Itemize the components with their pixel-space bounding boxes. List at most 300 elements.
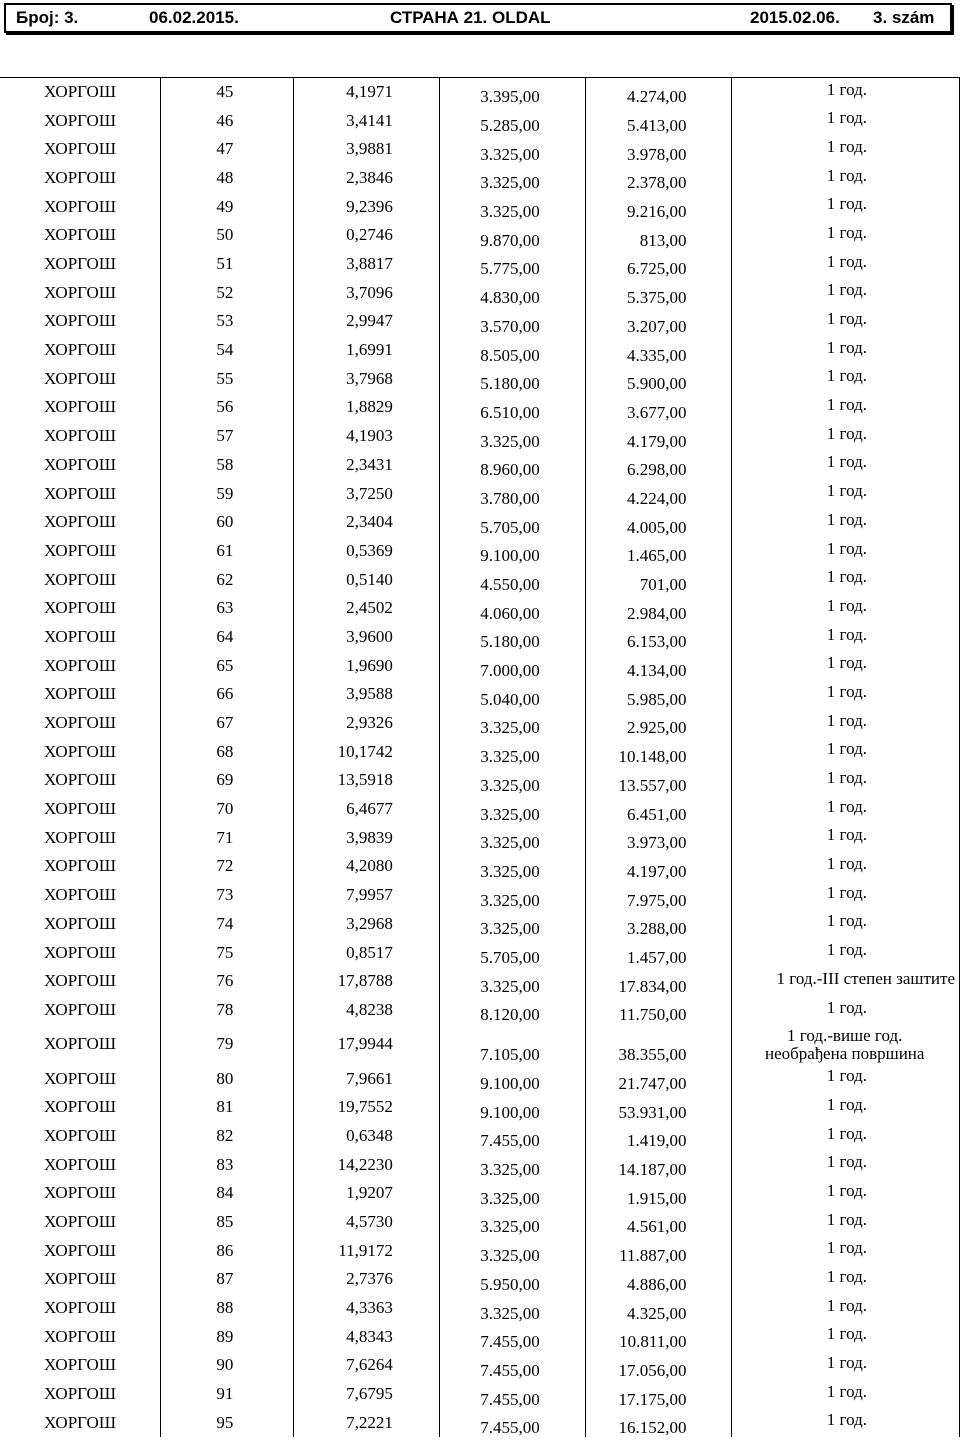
parcel-number-cell: 76: [161, 967, 294, 996]
page-number: СТРАНА 21. OLDAL: [390, 8, 551, 27]
parcel-number-cell: 56: [161, 393, 294, 422]
table-row: [0, 996, 960, 1025]
table-row: [0, 1179, 960, 1208]
area-cell: 4,3363: [294, 1294, 440, 1323]
parcel-table-body: [0, 78, 960, 1438]
parcel-number-cell: 78: [161, 996, 294, 1025]
lease-term-cell: 1 год.: [732, 1179, 960, 1208]
total-cell: 11.750,00: [585, 996, 732, 1025]
cadastral-municipality-cell: ХОРГОШ: [44, 454, 116, 474]
parcel-number-cell: 45: [161, 78, 294, 107]
parcel-number-cell: 51: [161, 250, 294, 279]
cadastral-municipality-cell: ХОРГОШ: [44, 340, 116, 360]
table-row: [0, 1351, 960, 1380]
price-cell: 4.830,00: [439, 278, 585, 307]
cadastral-municipality-cell: ХОРГОШ: [44, 1125, 116, 1145]
area-cell: 2,9947: [294, 307, 440, 336]
total-cell: 4.179,00: [585, 422, 732, 451]
parcel-number-cell: 90: [161, 1351, 294, 1380]
price-cell: 7.455,00: [439, 1322, 585, 1351]
area-cell: 3,9600: [294, 623, 440, 652]
table-row: [0, 1093, 960, 1122]
parcel-table: [0, 77, 960, 1437]
price-cell: 8.505,00: [439, 336, 585, 365]
cadastral-municipality-cell: ХОРГОШ: [44, 598, 116, 618]
table-row: [0, 623, 960, 652]
lease-term-cell: 1 год.: [732, 422, 960, 451]
lease-term-cell: 1 год.: [732, 479, 960, 508]
cadastral-municipality-cell: ХОРГОШ: [44, 942, 116, 962]
lease-term-cell: 1 год.: [732, 106, 960, 135]
lease-term-cell: 1 год.: [732, 594, 960, 623]
issue-date-sr: 06.02.2015.: [149, 8, 239, 27]
price-cell: 7.105,00: [439, 1024, 585, 1064]
parcel-number-cell: 54: [161, 336, 294, 365]
parcel-number-cell: 69: [161, 766, 294, 795]
table-row: [0, 1380, 960, 1409]
price-cell: 9.100,00: [439, 537, 585, 566]
table-row: [0, 278, 960, 307]
parcel-number-cell: 62: [161, 565, 294, 594]
area-cell: 4,5730: [294, 1208, 440, 1237]
table-row: [0, 537, 960, 566]
lease-term-cell: 1 год.: [732, 336, 960, 365]
parcel-number-cell: 55: [161, 364, 294, 393]
parcel-number-cell: 63: [161, 594, 294, 623]
table-row: [0, 737, 960, 766]
area-cell: 4,2080: [294, 852, 440, 881]
price-cell: 3.325,00: [439, 766, 585, 795]
table-row: [0, 881, 960, 910]
lease-term-cell: 1 год.: [732, 1351, 960, 1380]
total-cell: 4.335,00: [585, 336, 732, 365]
parcel-number-cell: 49: [161, 192, 294, 221]
lease-term-cell: 1 год.: [732, 1122, 960, 1151]
total-cell: 6.298,00: [585, 450, 732, 479]
table-row: [0, 1265, 960, 1294]
price-cell: 3.325,00: [439, 881, 585, 910]
area-cell: 3,9588: [294, 680, 440, 709]
cadastral-municipality-cell: ХОРГОШ: [44, 1154, 116, 1174]
lease-term-cell: 1 год.: [732, 680, 960, 709]
cadastral-municipality-cell: ХОРГОШ: [44, 999, 116, 1019]
price-cell: 3.325,00: [439, 709, 585, 738]
area-cell: 3,7968: [294, 364, 440, 393]
price-cell: 3.325,00: [439, 967, 585, 996]
lease-term-cell: 1 год.: [732, 565, 960, 594]
parcel-number-cell: 89: [161, 1322, 294, 1351]
cadastral-municipality-cell: ХОРГОШ: [44, 626, 116, 646]
parcel-number-cell: 61: [161, 537, 294, 566]
price-cell: 9.100,00: [439, 1064, 585, 1093]
area-cell: 3,9881: [294, 135, 440, 164]
price-cell: 5.950,00: [439, 1265, 585, 1294]
lease-term-cell: 1 год.: [732, 164, 960, 193]
parcel-number-cell: 66: [161, 680, 294, 709]
lease-term-cell: 1 год.: [732, 737, 960, 766]
total-cell: 813,00: [585, 221, 732, 250]
table-row: [0, 823, 960, 852]
price-cell: 3.325,00: [439, 909, 585, 938]
total-cell: 2.378,00: [585, 164, 732, 193]
table-row: [0, 1408, 960, 1437]
area-cell: 10,1742: [294, 737, 440, 766]
total-cell: 17.175,00: [585, 1380, 732, 1409]
lease-term-cell: 1 год.: [732, 221, 960, 250]
price-cell: 3.780,00: [439, 479, 585, 508]
price-cell: 7.455,00: [439, 1380, 585, 1409]
parcel-number-cell: 50: [161, 221, 294, 250]
lease-term-cell: 1 год.: [732, 1294, 960, 1323]
cadastral-municipality-cell: ХОРГОШ: [44, 913, 116, 933]
area-cell: 0,2746: [294, 221, 440, 250]
lease-term-cell: 1 год.-више год. необрађена површина: [732, 1024, 960, 1064]
cadastral-municipality-cell: ХОРГОШ: [44, 1183, 116, 1203]
parcel-number-cell: 52: [161, 278, 294, 307]
table-row: [0, 221, 960, 250]
total-cell: 9.216,00: [585, 192, 732, 221]
price-cell: 3.325,00: [439, 1208, 585, 1237]
lease-term-cell: 1 год.: [732, 1064, 960, 1093]
area-cell: 1,6991: [294, 336, 440, 365]
table-row: [0, 106, 960, 135]
cadastral-municipality-cell: ХОРГОШ: [44, 311, 116, 331]
cadastral-municipality-cell: ХОРГОШ: [44, 397, 116, 417]
total-cell: 1.457,00: [585, 938, 732, 967]
total-cell: 4.886,00: [585, 1265, 732, 1294]
cadastral-municipality-cell: ХОРГОШ: [44, 540, 116, 560]
lease-term-cell: 1 год.: [732, 909, 960, 938]
cadastral-municipality-cell: ХОРГОШ: [44, 1412, 116, 1432]
lease-term-cell: 1 год.: [732, 823, 960, 852]
area-cell: 0,5140: [294, 565, 440, 594]
parcel-number-cell: 48: [161, 164, 294, 193]
cadastral-municipality-cell: ХОРГОШ: [44, 1298, 116, 1318]
parcel-number-cell: 91: [161, 1380, 294, 1409]
area-cell: 0,6348: [294, 1122, 440, 1151]
total-cell: 3.288,00: [585, 909, 732, 938]
cadastral-municipality-cell: ХОРГОШ: [44, 684, 116, 704]
lease-term-cell: 1 год.: [732, 651, 960, 680]
parcel-number-cell: 70: [161, 795, 294, 824]
price-cell: 3.325,00: [439, 135, 585, 164]
cadastral-municipality-cell: ХОРГОШ: [44, 1068, 116, 1088]
lease-term-cell: 1 год.: [732, 852, 960, 881]
parcel-number-cell: 60: [161, 508, 294, 537]
total-cell: 13.557,00: [585, 766, 732, 795]
parcel-number-cell: 72: [161, 852, 294, 881]
table-row: [0, 594, 960, 623]
total-cell: 2.984,00: [585, 594, 732, 623]
parcel-number-cell: 73: [161, 881, 294, 910]
cadastral-municipality-cell: ХОРГОШ: [44, 770, 116, 790]
cadastral-municipality-cell: ХОРГОШ: [44, 1326, 116, 1346]
price-cell: 6.510,00: [439, 393, 585, 422]
total-cell: 1.465,00: [585, 537, 732, 566]
lease-term-cell: 1 год.: [732, 192, 960, 221]
area-cell: 17,9944: [294, 1024, 440, 1064]
price-cell: 9.100,00: [439, 1093, 585, 1122]
table-row: [0, 422, 960, 451]
area-cell: 7,2221: [294, 1408, 440, 1437]
price-cell: 5.180,00: [439, 623, 585, 652]
area-cell: 0,8517: [294, 938, 440, 967]
table-row: [0, 164, 960, 193]
total-cell: 6.153,00: [585, 623, 732, 652]
total-cell: 3.677,00: [585, 393, 732, 422]
parcel-number-cell: 85: [161, 1208, 294, 1237]
cadastral-municipality-cell: ХОРГОШ: [44, 282, 116, 302]
table-row: [0, 1150, 960, 1179]
parcel-number-cell: 59: [161, 479, 294, 508]
area-cell: 4,8238: [294, 996, 440, 1025]
price-cell: 3.325,00: [439, 164, 585, 193]
total-cell: 7.975,00: [585, 881, 732, 910]
total-cell: 10.148,00: [585, 737, 732, 766]
area-cell: 2,3431: [294, 450, 440, 479]
parcel-number-cell: 81: [161, 1093, 294, 1122]
area-cell: 3,7096: [294, 278, 440, 307]
cadastral-municipality-cell: ХОРГОШ: [44, 1240, 116, 1260]
price-cell: 5.180,00: [439, 364, 585, 393]
total-cell: 4.197,00: [585, 852, 732, 881]
total-cell: 5.413,00: [585, 106, 732, 135]
area-cell: 1,8829: [294, 393, 440, 422]
total-cell: 4.224,00: [585, 479, 732, 508]
lease-term-cell: 1 год.: [732, 1093, 960, 1122]
lease-term-cell: 1 год.: [732, 938, 960, 967]
lease-term-cell: 1 год.: [732, 881, 960, 910]
total-cell: 1.419,00: [585, 1122, 732, 1151]
table-row: [0, 1122, 960, 1151]
lease-term-cell: 1 год.: [732, 450, 960, 479]
lease-term-cell: 1 год.: [732, 1265, 960, 1294]
parcel-number-cell: 47: [161, 135, 294, 164]
cadastral-municipality-cell: ХОРГОШ: [0, 78, 161, 107]
total-cell: 53.931,00: [585, 1093, 732, 1122]
price-cell: 3.325,00: [439, 192, 585, 221]
price-cell: 3.325,00: [439, 852, 585, 881]
area-cell: 14,2230: [294, 1150, 440, 1179]
cadastral-municipality-cell: ХОРГОШ: [44, 655, 116, 675]
total-cell: 11.887,00: [585, 1236, 732, 1265]
area-cell: 4,8343: [294, 1322, 440, 1351]
table-row: [0, 1236, 960, 1265]
area-cell: 11,9172: [294, 1236, 440, 1265]
lease-term-cell: 1 год.: [732, 278, 960, 307]
area-cell: 1,9690: [294, 651, 440, 680]
lease-term-cell: 1 год.: [732, 1322, 960, 1351]
issue-number-sr: Број: 3.: [16, 8, 79, 27]
table-row: [0, 1208, 960, 1237]
total-cell: 5.375,00: [585, 278, 732, 307]
cadastral-municipality-cell: ХОРГОШ: [44, 827, 116, 847]
lease-term-cell: 1 год.: [732, 1380, 960, 1409]
area-cell: 3,4141: [294, 106, 440, 135]
cadastral-municipality-cell: ХОРГОШ: [44, 1034, 116, 1054]
price-cell: 3.395,00: [439, 78, 585, 107]
total-cell: 4.274,00: [585, 78, 732, 107]
table-row: [0, 336, 960, 365]
total-cell: 3.207,00: [585, 307, 732, 336]
area-cell: 7,9661: [294, 1064, 440, 1093]
table-row: [0, 1024, 960, 1064]
price-cell: 3.325,00: [439, 737, 585, 766]
lease-term-cell: 1 год.: [732, 1408, 960, 1437]
table-row: [0, 78, 960, 107]
parcel-number-cell: 74: [161, 909, 294, 938]
table-row: [0, 766, 960, 795]
table-row: [0, 1064, 960, 1093]
parcel-number-cell: 67: [161, 709, 294, 738]
price-cell: 4.060,00: [439, 594, 585, 623]
price-cell: 3.325,00: [439, 1179, 585, 1208]
area-cell: 4,1971: [294, 78, 440, 107]
cadastral-municipality-cell: ХОРГОШ: [44, 713, 116, 733]
parcel-number-cell: 71: [161, 823, 294, 852]
lease-term-cell: 1 год.-III степен заштите: [732, 967, 960, 996]
area-cell: 3,9839: [294, 823, 440, 852]
parcel-number-cell: 95: [161, 1408, 294, 1437]
table-row: [0, 250, 960, 279]
area-cell: 13,5918: [294, 766, 440, 795]
total-cell: 14.187,00: [585, 1150, 732, 1179]
lease-term-cell: 1 год.: [732, 78, 960, 107]
table-row: [0, 364, 960, 393]
area-cell: 2,3846: [294, 164, 440, 193]
parcel-number-cell: 68: [161, 737, 294, 766]
table-row: [0, 1294, 960, 1323]
cadastral-municipality-cell: ХОРГОШ: [44, 426, 116, 446]
table-row: [0, 307, 960, 336]
parcel-number-cell: 86: [161, 1236, 294, 1265]
issue-date-hu: 2015.02.06.: [750, 8, 840, 27]
parcel-number-cell: 64: [161, 623, 294, 652]
parcel-number-cell: 80: [161, 1064, 294, 1093]
cadastral-municipality-cell: ХОРГОШ: [44, 483, 116, 503]
area-cell: 3,8817: [294, 250, 440, 279]
cadastral-municipality-cell: ХОРГОШ: [44, 1269, 116, 1289]
cadastral-municipality-cell: ХОРГОШ: [44, 1355, 116, 1375]
parcel-number-cell: 83: [161, 1150, 294, 1179]
area-cell: 7,6264: [294, 1351, 440, 1380]
area-cell: 4,1903: [294, 422, 440, 451]
lease-term-cell: 1 год.: [732, 766, 960, 795]
cadastral-municipality-cell: ХОРГОШ: [44, 139, 116, 159]
parcel-number-cell: 88: [161, 1294, 294, 1323]
total-cell: 3.978,00: [585, 135, 732, 164]
parcel-number-cell: 53: [161, 307, 294, 336]
total-cell: 17.834,00: [585, 967, 732, 996]
table-row: [0, 680, 960, 709]
lease-term-cell: 1 год.: [732, 307, 960, 336]
table-row: [0, 967, 960, 996]
total-cell: 4.561,00: [585, 1208, 732, 1237]
lease-term-cell: 1 год.: [732, 623, 960, 652]
total-cell: 4.134,00: [585, 651, 732, 680]
table-row: [0, 852, 960, 881]
lease-term-cell: 1 год.: [732, 537, 960, 566]
cadastral-municipality-cell: ХОРГОШ: [44, 569, 116, 589]
price-cell: 3.570,00: [439, 307, 585, 336]
area-cell: 17,8788: [294, 967, 440, 996]
area-cell: 1,9207: [294, 1179, 440, 1208]
cadastral-municipality-cell: ХОРГОШ: [44, 799, 116, 819]
total-cell: 701,00: [585, 565, 732, 594]
price-cell: 5.040,00: [439, 680, 585, 709]
price-cell: 9.870,00: [439, 221, 585, 250]
table-row: [0, 795, 960, 824]
price-cell: 3.325,00: [439, 795, 585, 824]
total-cell: 6.725,00: [585, 250, 732, 279]
area-cell: 2,7376: [294, 1265, 440, 1294]
cadastral-municipality-cell: ХОРГОШ: [44, 885, 116, 905]
total-cell: 3.973,00: [585, 823, 732, 852]
table-row: [0, 508, 960, 537]
lease-term-cell: 1 год.: [732, 393, 960, 422]
price-cell: 8.120,00: [439, 996, 585, 1025]
price-cell: 7.455,00: [439, 1122, 585, 1151]
cadastral-municipality-cell: ХОРГОШ: [44, 971, 116, 991]
total-cell: 2.925,00: [585, 709, 732, 738]
price-cell: 7.455,00: [439, 1408, 585, 1437]
price-cell: 5.285,00: [439, 106, 585, 135]
price-cell: 5.705,00: [439, 508, 585, 537]
table-row: [0, 1322, 960, 1351]
parcel-number-cell: 57: [161, 422, 294, 451]
total-cell: 21.747,00: [585, 1064, 732, 1093]
area-cell: 7,9957: [294, 881, 440, 910]
price-cell: 5.705,00: [439, 938, 585, 967]
total-cell: 1.915,00: [585, 1179, 732, 1208]
table-row: [0, 393, 960, 422]
area-cell: 3,2968: [294, 909, 440, 938]
price-cell: 5.775,00: [439, 250, 585, 279]
price-cell: 7.000,00: [439, 651, 585, 680]
total-cell: 4.005,00: [585, 508, 732, 537]
lease-term-cell: 1 год.: [732, 508, 960, 537]
parcel-number-cell: 82: [161, 1122, 294, 1151]
table-row: [0, 938, 960, 967]
lease-term-cell: 1 год.: [732, 709, 960, 738]
cadastral-municipality-cell: ХОРГОШ: [44, 368, 116, 388]
parcel-number-cell: 46: [161, 106, 294, 135]
lease-term-cell: 1 год.: [732, 1150, 960, 1179]
price-cell: 8.960,00: [439, 450, 585, 479]
parcel-number-cell: 79: [161, 1024, 294, 1064]
area-cell: 2,9326: [294, 709, 440, 738]
lease-term-cell: 1 год.: [732, 135, 960, 164]
table-row: [0, 479, 960, 508]
total-cell: 5.900,00: [585, 364, 732, 393]
table-row: [0, 909, 960, 938]
table-row: [0, 651, 960, 680]
price-cell: 3.325,00: [439, 1150, 585, 1179]
price-cell: 7.455,00: [439, 1351, 585, 1380]
cadastral-municipality-cell: ХОРГОШ: [44, 1212, 116, 1232]
area-cell: 6,4677: [294, 795, 440, 824]
total-cell: 10.811,00: [585, 1322, 732, 1351]
issue-number-hu: 3. szám: [873, 8, 935, 27]
table-row: [0, 135, 960, 164]
cadastral-municipality-cell: ХОРГОШ: [44, 512, 116, 532]
cadastral-municipality-cell: ХОРГОШ: [44, 167, 116, 187]
parcel-number-cell: 58: [161, 450, 294, 479]
parcel-number-cell: 87: [161, 1265, 294, 1294]
cadastral-municipality-cell: ХОРГОШ: [44, 1384, 116, 1404]
lease-term-cell: 1 год.: [732, 795, 960, 824]
table-row: [0, 565, 960, 594]
